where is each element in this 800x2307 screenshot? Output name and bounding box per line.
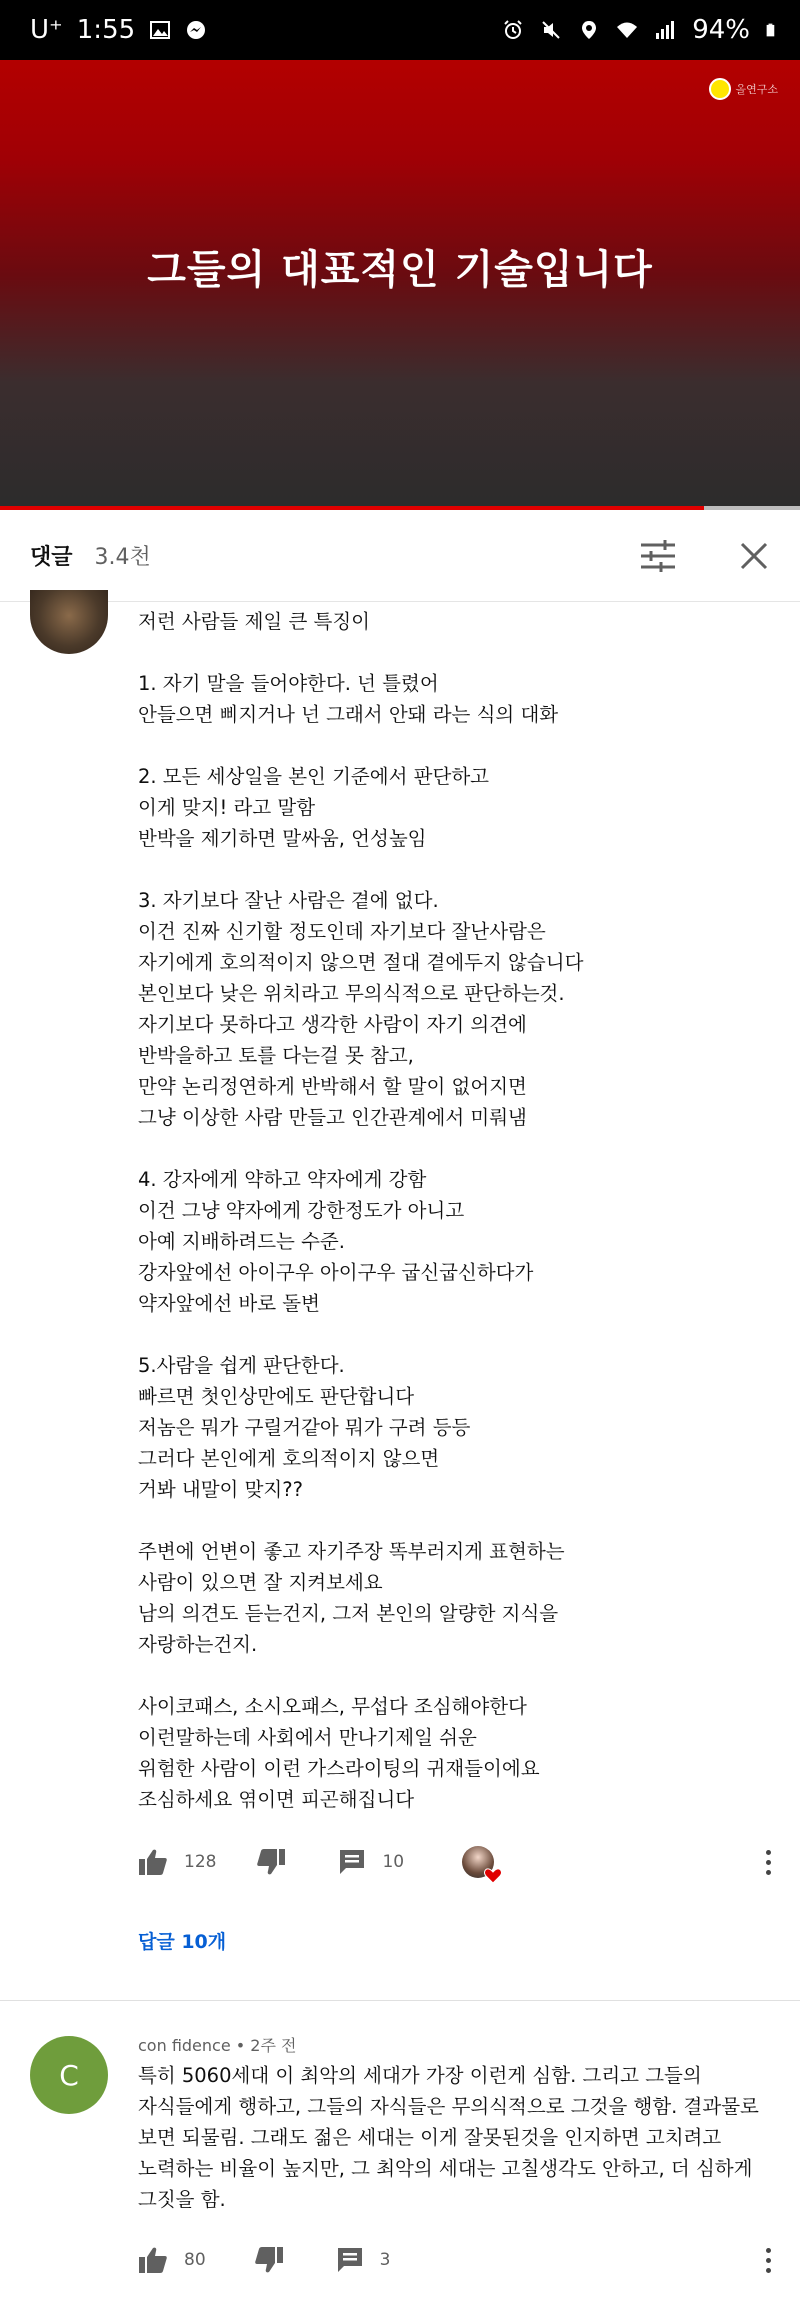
- comment-meta: [138, 2033, 296, 2056]
- mute-icon: [540, 19, 562, 41]
- dislike-button[interactable]: [256, 1848, 286, 1876]
- comment-time: 2주 전: [250, 2036, 297, 2055]
- more-dot: [766, 2268, 771, 2273]
- thumbs-down-icon: [256, 1848, 286, 1876]
- battery-icon: [766, 19, 780, 41]
- sliders-icon: [639, 539, 677, 573]
- alarm-icon: [502, 19, 524, 41]
- comment-actions: [138, 1842, 778, 1882]
- heart-icon: [484, 1868, 502, 1884]
- divider: [0, 2000, 800, 2001]
- thumbs-up-icon: [138, 1848, 168, 1876]
- comments-count: 3.4천: [94, 545, 151, 570]
- close-icon: [739, 541, 769, 571]
- creator-avatar: [462, 1846, 494, 1878]
- video-caption: 그들의 대표적인 기술입니다: [147, 247, 653, 293]
- messenger-icon: [185, 19, 207, 41]
- comments-header: [0, 510, 800, 602]
- battery-percent: 94%: [692, 15, 750, 45]
- channel-watermark-text: 올연구소: [735, 83, 778, 96]
- like-count: 80: [184, 2250, 206, 2270]
- reply-count: 3: [379, 2250, 391, 2270]
- more-dot: [766, 2248, 771, 2253]
- wifi-icon: [616, 19, 638, 41]
- comment-author[interactable]: con fidence: [138, 2036, 231, 2055]
- close-comments-button[interactable]: [732, 534, 776, 578]
- more-dot: [766, 1870, 771, 1875]
- reply-button[interactable]: [338, 1848, 404, 1876]
- like-button[interactable]: [138, 1848, 216, 1876]
- sort-filter-button[interactable]: [636, 534, 680, 578]
- more-options-button[interactable]: [758, 1842, 778, 1882]
- comments-title: 댓글: [30, 545, 73, 570]
- like-button[interactable]: [138, 2246, 206, 2274]
- comment-text: 저런 사람들 제일 큰 특징이 1. 자기 말을 들어야한다. 넌 틀렸어 안들으면 삐지거나 넌 그래서 안돼 라는 식의 대화 2. 모든 세상일을 본인 기준에서 판단하고 이게 맞지! 라고 말함 반박을 제기하면 말싸움, 언성높임 3. 자기보다 잘난 사람은 곁에 없다. 이건 진짜 신기할 정도인데 자기보다 잘난사람은 자기에게 호의적이지 않으면 절대 곁에두지 않습니다 본인보다 낮은 위치라고 무의식적으로 판단하는것. 자기보다 못하다고 생각한 사람이 자기 의견에 반박을하고 토를 다는걸 못 참고, 만약 논리정연하게 반박해서 할 말이 없어지면 그냥 이상한 사람 만들고 인간관계에서 미뤄냄 4. 강자에게 약하고 약자에게 강함 이건 그냥 약자에게 강한정도가 아니고 아예 지배하려드는 수준. 강자앞에선 아이구우 아이구우 굽신굽신하다가 약자앞에선 바로 돌변 5.사람을 쉽게 판단한다. 빠르면 첫인상만에도 판단합니다 저놈은 뭐가 구릴거같아 뭐가 구려 등등 그러다 본인에게 호의적이지 않으면 거봐 내말이 맞지?? 주변에 언변이 좋고 자기주장 똑부러지게 표현하는 사람이 있으면 잘 지켜보세요 남의 의견도 듣는건지, 그저 본인의 알량한 지식을 자랑하는건지. 사이코패스, 소시오패스, 무섭다 조심해야한다 이런말하는데 사회에서 만나기제일 쉬운 위험한 사람이 이런 가스라이팅의 귀재들이에요 조심하세요 엮이면 피곤해집니다: [138, 610, 584, 1811]
- comment-actions: [138, 2240, 778, 2280]
- gallery-icon: [149, 19, 171, 41]
- channel-watermark: [709, 78, 778, 100]
- comment-icon: [336, 2246, 364, 2274]
- comment-text: 특히 5060세대 이 최악의 세대가 가장 이런게 심함. 그리고 그들의 자식들에게 행하고, 그들의 자식들은 무의식적으로 그것을 행함. 결과물로 보면 되물림. 그래도 젊은 세대는 이게 잘못된것을 인지하면 고치려고 노력하는 비율이 높지만, 그 최악의 세대는 고칠생각도 안하고, 더 심하게 그짓을 함.: [138, 2064, 759, 2211]
- creator-heart: [462, 1846, 494, 1878]
- carrier-label: U⁺: [30, 15, 63, 45]
- comment-icon: [338, 1848, 366, 1876]
- avatar[interactable]: [30, 2036, 108, 2114]
- view-replies-link[interactable]: 답글 10개: [138, 1931, 227, 1953]
- avatar[interactable]: [30, 590, 108, 654]
- thumbs-down-icon: [254, 2246, 284, 2274]
- more-dot: [766, 1860, 771, 1865]
- meta-separator: •: [235, 2036, 251, 2055]
- avatar-letter: C: [59, 2058, 79, 2092]
- like-count: 128: [184, 1852, 217, 1872]
- more-dot: [766, 2258, 771, 2263]
- location-icon: [578, 19, 600, 41]
- video-player[interactable]: [0, 60, 800, 508]
- more-options-button[interactable]: [758, 2240, 778, 2280]
- clock: 1:55: [76, 15, 136, 45]
- thumbs-up-icon: [138, 2246, 168, 2274]
- channel-logo-icon: [709, 78, 731, 100]
- reply-count: 10: [382, 1852, 405, 1872]
- more-dot: [766, 1850, 771, 1855]
- reply-button[interactable]: [336, 2246, 391, 2274]
- status-bar: [0, 0, 800, 60]
- dislike-button[interactable]: [254, 2246, 284, 2274]
- signal-icon: [654, 19, 676, 41]
